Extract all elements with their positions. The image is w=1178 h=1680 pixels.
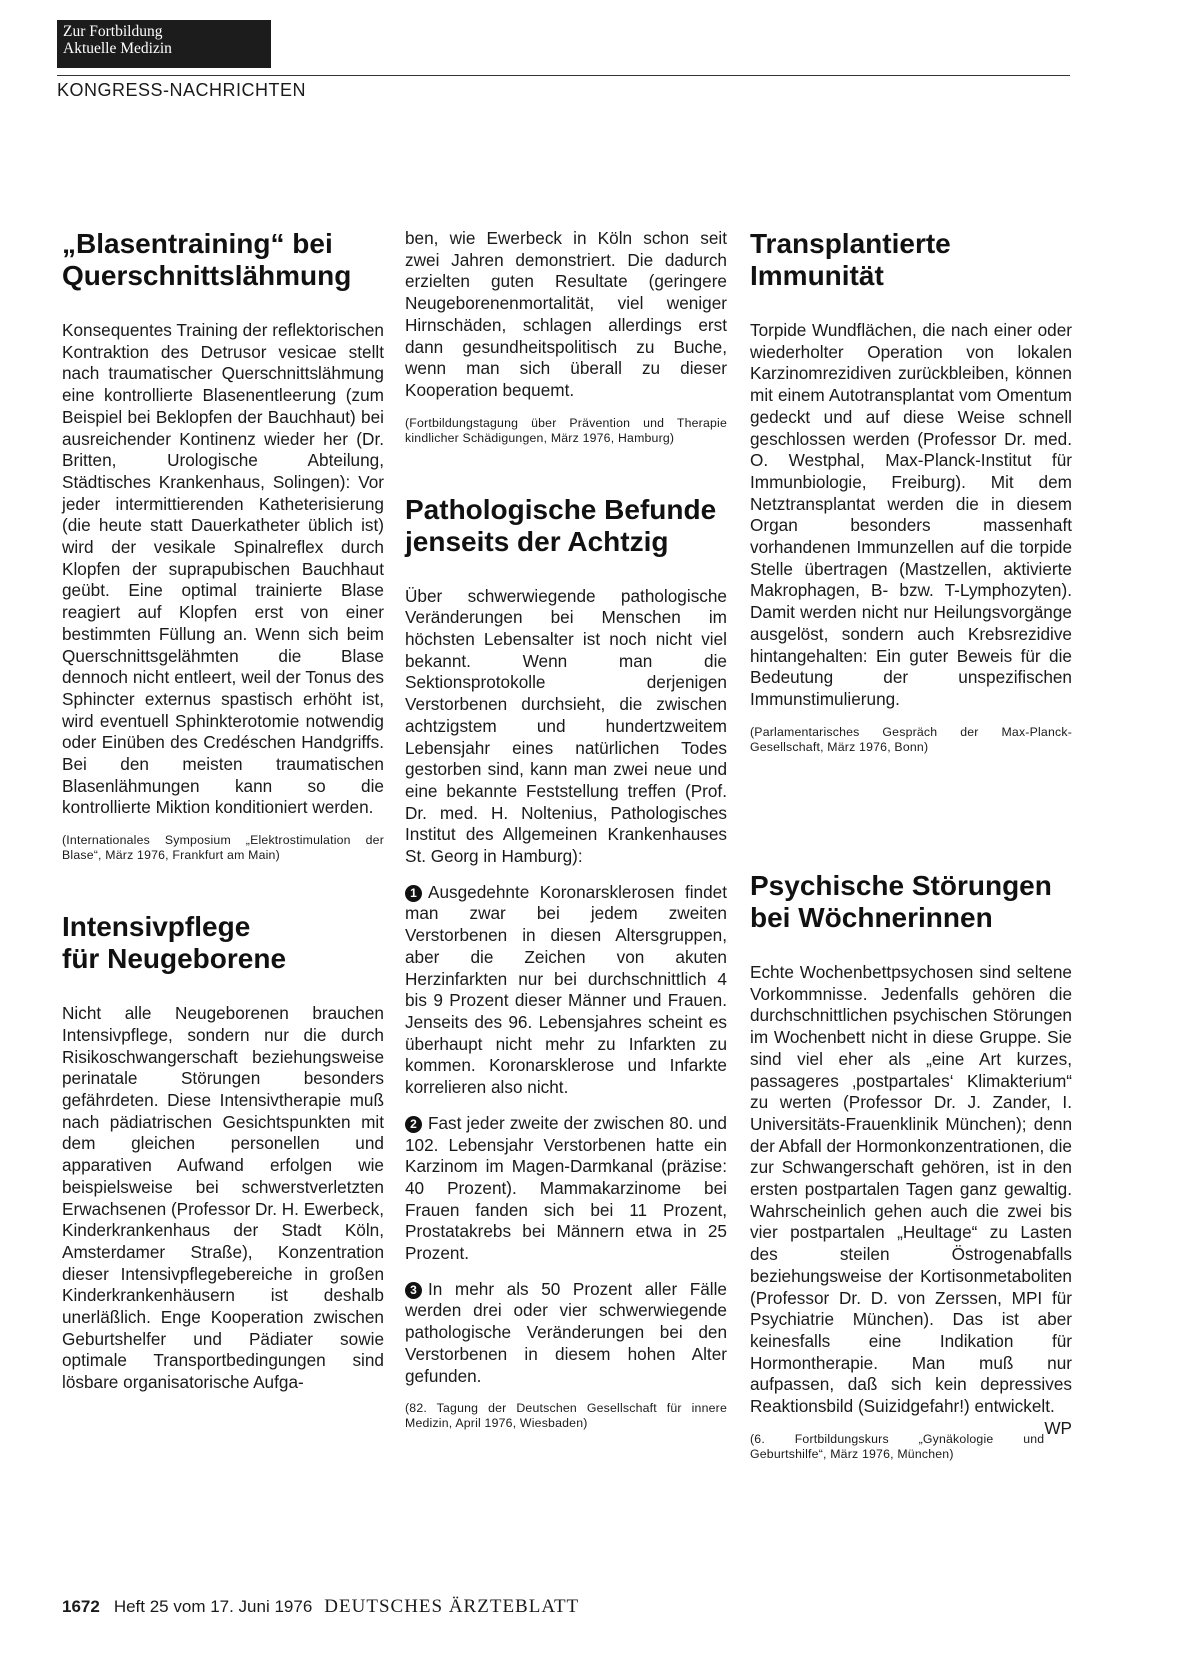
article-body [750,962,1072,1438]
article-body-part-1: Nicht alle Neugeborenen brauchen Intensivpflege, sondern nur die durch Risikoschwangerschaft beziehungsweise perinatale Störungen besonders gefährdeten. Diese Intensivtherapie muß nach pädiatrischen Gesichtspunkten mit dem gleichen personellen und apparativen Aufwand erfolgen wie beispielsweise bei schwerstverletzten Erwachsenen (Professor Dr. H. Ewerbeck, Kinderkrankenhaus der Stadt Köln, Amsterdamer Straße), Konzentration dieser Intensivpflegebereiche in großen Kinderkrankenhäusern ist deshalb unerläßlich. Enge Kooperation zwischen Geburtshelfer und Pädiater sowie optimale Transportbedingungen sind lösbare organisatorische Aufga- [62,1003,384,1393]
column-3 [750,228,1072,755]
article-source: (Fortbildungstagung über Prävention und Therapie kindlicher Schädigungen, März 1976, Hamburg) [405,415,727,445]
article-title [62,911,384,975]
article-title [405,494,727,558]
article-blasentraining [62,228,384,863]
article-source: (82. Tagung der Deutschen Gesellschaft für innere Medizin, April 1976, Wiesbaden) [405,1401,727,1431]
column-2 [405,228,727,1431]
rubric-box [57,20,271,68]
finding-item [405,1113,727,1265]
finding-item [405,882,727,1099]
article-source: (Parlamentarisches Gespräch der Max-Planck-Gesellschaft, März 1976, Bonn) [750,724,1072,754]
title-line-2: für Neugeborene [62,943,287,975]
article-source: (Internationales Symposium „Elektrostimulation der Blase“, März 1976, Frankfurt am Main) [62,833,384,863]
article-body: Konsequentes Training der reflektorischen Kontraktion des Detrusor vesicae stellt nach traumatischer Querschnittslähmung eine kontrollierte Blasenentleerung (zum Beispiel bei Beklopfen der Bauchhaut) bei ausreichender Kontinenz wieder her (Dr. Britten, Urologische Abteilung, Städtisches Krankenhaus, Solingen): Vor jeder intermittierenden Katheterisierung (die heute statt Dauerkatheter üblich ist) wird der vesikale Spinalreflex durch Klopfen der suprapubischen Bauchhaut geübt. Eine optimal trainierte Blase reagiert auf Klopfen erst von einer bestimmten Füllung an. Wenn sich beim Querschnittsgelähmten die Blase dennoch nicht entleert, weil der Tonus des Sphincter externus spastisch erhöht ist, wird eventuell Sphinkterotomie notwendig oder Einüben des Credéschen Handgriffs. Bei den meisten traumatischen Blasenlähmungen kann so die kontrollierte Miktion konditioniert werden. [62,320,384,818]
article-title [750,228,1072,292]
title-line-1: Psychische Störungen [750,870,1052,901]
journal-name: DEUTSCHES ÄRZTEBLATT [324,1596,580,1617]
title-line-1: Intensivpflege [62,911,251,943]
finding-text: Ausgedehnte Koronarsklerosen findet man zwar bei jedem zweiten Verstorbenen in diesen Altersgruppen, aber die Zeichen von akuten Herzinfarkten nur bei durchschnittlich 4 bis 9 Prozent dieser Männer und Frauen. Jenseits des 96. Lebensjahres scheint es überhaupt nicht mehr zu Infarkten zu kommen. Koronarsklerose und Infarkte korrelieren also nicht. [405,881,727,1098]
number-bullet-icon: 3 [405,1282,422,1299]
article-title [62,228,384,292]
article-pathologische-befunde [405,494,727,1432]
finding-text: In mehr als 50 Prozent aller Fälle werden drei oder vier schwerwiegende pathologische Veränderungen bei den Verstorbenen in diesem hohen Alter gefunden. [405,1278,727,1386]
number-bullet-icon: 1 [405,885,422,902]
section-label: KONGRESS-NACHRICHTEN [57,80,307,100]
finding-text: Fast jeder zweite der zwischen 80. und 102. Lebensjahr Verstorbenen hatte ein Karzinom im Magen-Darmkanal (präzise: 40 Prozent). Mammakarzinome bei Frauen fanden sich bei 11 Prozent, Prostatakrebs bei Männern etwa in 25 Prozent. [405,1112,727,1264]
title-line-1: „Blasentraining“ bei [62,228,333,259]
number-bullet-icon: 2 [405,1116,422,1133]
title-line-1: Transplantierte [750,228,951,259]
header-rule [57,75,1070,76]
article-title [750,870,1072,934]
article-body-part-2: ben, wie Ewerbeck in Köln schon seit zwei Jahren demonstriert. Die dadurch erzielten guten Resultate (geringere Neugeborenenmortalität, viel weniger Hirnschäden, schlagen allerdings erst dann gesundheitspolitisch zu Buche, wenn man sich überall zu dieser Kooperation bequemt. [405,228,727,400]
article-source: (6. Fortbildungskurs „Gynäkologie und Geburtshilfe“, März 1976, München) [750,1431,1045,1461]
page-number: 1672 [62,1597,100,1616]
rubric-line-1: Zur Fortbildung [63,23,163,40]
column-1 [62,228,384,1394]
title-line-2: bei Wöchnerinnen [750,902,993,933]
title-line-2: jenseits der Achtzig [405,525,669,557]
page-footer [62,1596,579,1618]
article-body-text: Echte Wochenbettpsychosen sind seltene Vorkommnisse. Jedenfalls gehören die durchschnittlichen psychischen Störungen im Wochenbett nicht in diese Gruppe. Sie sind viel eher als „eine Art kurzes, passageres ‚postpartales‘ Klimakterium“ zu werten (Professor Dr. J. Zander, I. Universitäts-Frauenklinik München); denn der Abfall der Hormonkonzentrationen, die zur Schwangerschaft gehören, ist in den ersten postpartalen Tagen ganz gewaltig. Wahrscheinlich gehen auch die zwei bis vier postpartalen „Heultage“ zu Lasten des steilen Östrogenabfalls beziehungsweise der Kortisonmetaboliten (Professor Dr. D. von Zerssen, MPI für Psychiatrie München). Das ist aber keinesfalls eine Indikation für Hormontherapie. Man muß nur aufpassen, daß sich kein depressives Reaktionsbild (Suizidgefahr!) entwickelt. [750,962,1072,1417]
article-psychische-stoerungen [750,870,1072,1462]
title-line-2: Querschnittslähmung [62,260,352,291]
finding-item [405,1279,727,1388]
author-signature: WP [1044,1417,1072,1438]
article-body: Torpide Wundflächen, die nach einer oder wiederholter Operation von lokalen Karzinomrezidiven zurückbleiben, können mit einem Autotransplantat vom Omentum gedeckt und auf diese Weise schnell geschlossen werden (Professor Dr. med. O. Westphal, Max-Planck-Institut für Immunbiologie, Freiburg). Mit dem Netztransplantat werden die in diesem Organ besonders massenhaft vorhandenen Immunzellen auf die torpide Stelle übertragen (Mastzellen, aktivierte Makrophagen, B- bzw. T-Lymphozyten). Damit werden nicht nur Heilungsvorgänge ausgelöst, sondern auch Krebsrezidive hintangehalten: Ein guter Beweis für die Bedeutung der unspezifischen Immunstimulierung. [750,320,1072,709]
issue-info: Heft 25 vom 17. Juni 1976 [113,1597,313,1616]
column-3-lower [750,870,1072,1462]
article-intro: Über schwerwiegende pathologische Veränderungen bei Menschen im höchsten Lebensalter ist noch nicht viel bekannt. Wenn man die Sektionsprotokolle derjenigen Verstorbenen durchsieht, die zwischen achtzigstem und hundertzweitem Lebensjahr eines natürlichen Todes gestorben sind, kann man zwei neue und eine bekannte Feststellung treffen (Prof. Dr. med. H. Noltenius, Pathologisches Institut des Allgemeinen Krankenhauses St. Georg in Hamburg): [405,585,727,867]
rubric-line-2: Aktuelle Medizin [63,40,172,57]
title-line-2: Immunität [750,260,884,291]
article-intensivpflege [62,911,384,1394]
title-line-1: Pathologische Befunde [405,493,717,525]
article-transplantierte-immunitaet [750,228,1072,755]
